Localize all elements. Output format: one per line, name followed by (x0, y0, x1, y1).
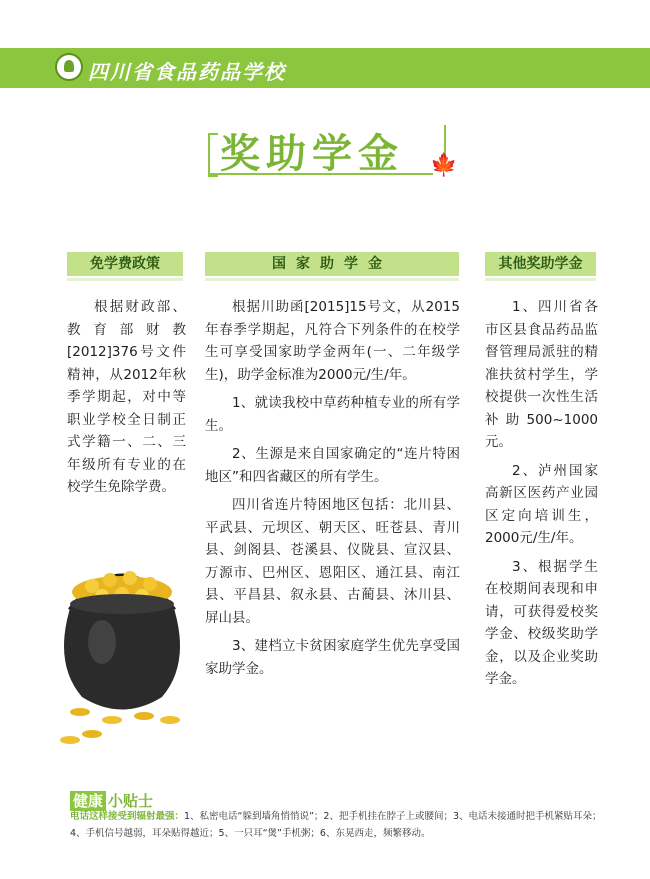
paragraph: 2、泸州国家高新区医药产业园区定向培训生，2000元/生/年。 (485, 462, 598, 546)
paragraph: 3、根据学生在校期间表现和申请，可获得爱校奖学金、校级奖助学金，以及企业奖助学金。 (485, 558, 598, 687)
tips-lead: 电话这样接受到辐射最强： (70, 811, 185, 822)
school-name: 四川省食品药品学校 (88, 60, 286, 84)
paragraph: 根据川助函[2015]15号文，从2015年春季学期起，凡符合下列条件的在校学生可享受国家助学金两年(一、二年级学生)，助学金标准为2000元/生/年。 (205, 299, 460, 383)
section-header-tuition: 免学费政策 (67, 252, 183, 276)
paragraph: 2、生源是来自国家确定的“连片特困地区”和四省藏区的所有学生。 (205, 446, 460, 485)
tips-text (70, 808, 610, 842)
pot-of-gold-icon (52, 562, 192, 752)
page-title: 奖助学金 (220, 130, 404, 177)
tips-title: 小贴士 (108, 792, 154, 810)
column-tuition (67, 296, 186, 505)
school-logo-icon (55, 53, 83, 81)
paragraph: 3、建档立卡贫困家庭学生优先享受国家助学金。 (205, 638, 460, 677)
section-header-national-grant: 国家助学金 (205, 252, 459, 276)
paragraph: 四川省连片特困地区包括：北川县、平武县、元坝区、朝天区、旺苍县、青川县、剑阁县、苍溪县、仪陇县、宣汉县、万源市、巴州区、恩阳区、通江县、南江县、平昌县、叙永县、古蔺县、沐川县、屏山县。 (205, 497, 460, 626)
paragraph: 1、就读我校中草药种植专业的所有学生。 (205, 395, 460, 434)
maple-leaf-icon: 🍁 (430, 153, 458, 178)
tips-line-1: 1、私密电话“躲到墙角悄悄说”；2、把手机挂在脖子上或腰间；3、电话未接通时把手机紧贴耳朵； (184, 811, 602, 822)
section-header-other-grants: 其他奖助学金 (485, 252, 596, 276)
column-national-grant (205, 296, 460, 686)
column-other-grants (485, 296, 598, 697)
paragraph: 1、四川省各市区县食品药品监督管理局派驻的精准扶贫村学生，学校提供一次性生活补助500~1000元。 (485, 299, 598, 450)
paragraph: 根据财政部、教育部财教[2012]376号文件精神，从2012年秋季学期起，对中等职业学校全日制正式学籍一、二、三年级所有专业的在校学生免除学费。 (67, 299, 186, 495)
tips-badge: 健康 (70, 791, 106, 811)
tips-line-2: 4、手机信号越弱，耳朵贴得越近；5、一只耳“煲”手机粥；6、东晃西走，频繁移动。 (70, 828, 431, 839)
